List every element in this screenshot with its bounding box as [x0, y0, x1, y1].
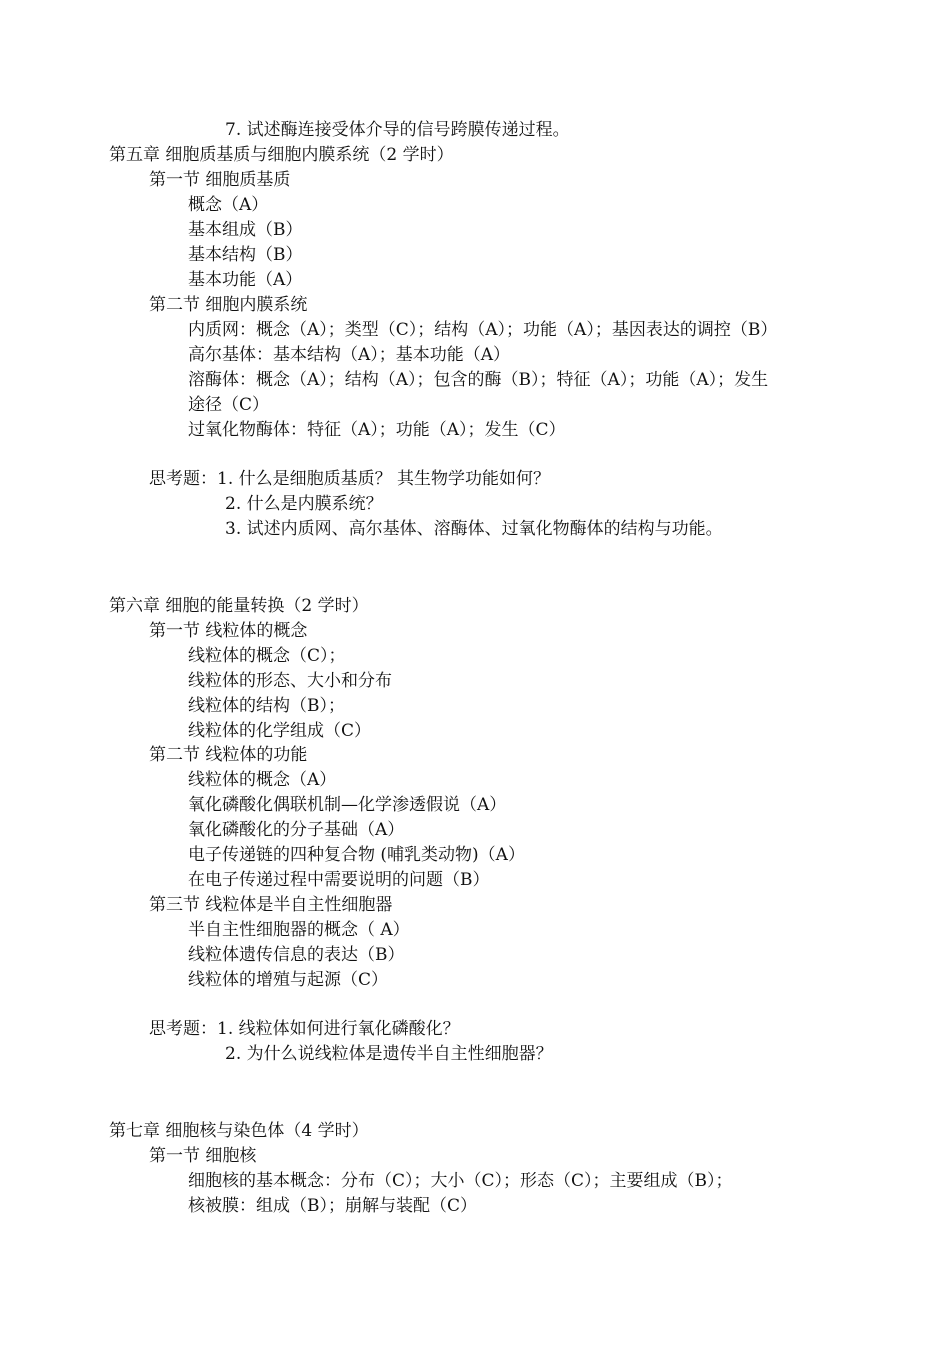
section-title: 第一节 细胞核: [149, 1146, 257, 1166]
outline-item: 内质网：概念（A）；类型（C）；结构（A）；功能（A）；基因表达的调控（B）: [188, 320, 778, 340]
outline-item: 基本功能（A）: [188, 270, 303, 290]
outline-item: 线粒体的结构（B）；: [188, 696, 345, 716]
thinking-question: 思考题：1. 什么是细胞质基质？ 其生物学功能如何？: [149, 469, 551, 489]
thinking-question: 思考题：1. 线粒体如何进行氧化磷酸化？: [149, 1019, 460, 1039]
question-line: 7. 试述酶连接受体介导的信号跨膜传递过程。: [225, 120, 570, 140]
section-title: 第一节 线粒体的概念: [149, 621, 308, 641]
section-title: 第一节 细胞质基质: [149, 170, 291, 190]
thinking-question: 2. 为什么说线粒体是遗传半自主性细胞器？: [225, 1044, 553, 1064]
outline-item: 细胞核的基本概念：分布（C）；大小（C）；形态（C）；主要组成（B）；: [188, 1171, 733, 1191]
outline-item: 电子传递链的四种复合物 (哺乳类动物)（A）: [188, 845, 525, 865]
thinking-question: 3. 试述内质网、高尔基体、溶酶体、过氧化物酶体的结构与功能。: [225, 519, 723, 539]
outline-item: 基本结构（B）: [188, 245, 303, 265]
section-title: 第三节 线粒体是半自主性细胞器: [149, 895, 393, 915]
outline-item: 线粒体的概念（C）；: [188, 646, 346, 666]
outline-item: 溶酶体：概念（A）；结构（A）；包含的酶（B）；特征（A）；功能（A）；发生: [188, 370, 769, 390]
chapter-title: 第五章 细胞质基质与细胞内膜系统（2 学时）: [109, 145, 454, 165]
outline-item: 线粒体的化学组成（C）: [188, 721, 372, 741]
outline-item: 线粒体的概念（A）: [188, 770, 337, 790]
outline-item: 半自主性细胞器的概念（ A）: [188, 920, 410, 940]
section-title: 第二节 细胞内膜系统: [149, 295, 308, 315]
outline-item: 氧化磷酸化偶联机制—化学渗透假说（A）: [188, 795, 507, 815]
thinking-question: 2. 什么是内膜系统？: [225, 494, 383, 514]
outline-item: 线粒体的形态、大小和分布: [188, 671, 392, 691]
outline-item: 核被膜：组成（B）；崩解与装配（C）: [188, 1196, 477, 1216]
outline-item: 高尔基体：基本结构（A）；基本功能（A）: [188, 345, 511, 365]
outline-item: 途径（C）: [188, 395, 270, 415]
section-title: 第二节 线粒体的功能: [149, 745, 308, 765]
outline-item: 线粒体的增殖与起源（C）: [188, 970, 389, 990]
outline-item: 过氧化物酶体：特征（A）；功能（A）；发生（C）: [188, 420, 566, 440]
chapter-title: 第七章 细胞核与染色体（4 学时）: [109, 1121, 369, 1141]
outline-item: 基本组成（B）: [188, 220, 303, 240]
outline-item: 线粒体遗传信息的表达（B）: [188, 945, 405, 965]
chapter-title: 第六章 细胞的能量转换（2 学时）: [109, 596, 369, 616]
outline-item: 氧化磷酸化的分子基础（A）: [188, 820, 405, 840]
outline-item: 概念（A）: [188, 195, 269, 215]
outline-item: 在电子传递过程中需要说明的问题（B）: [188, 870, 490, 890]
